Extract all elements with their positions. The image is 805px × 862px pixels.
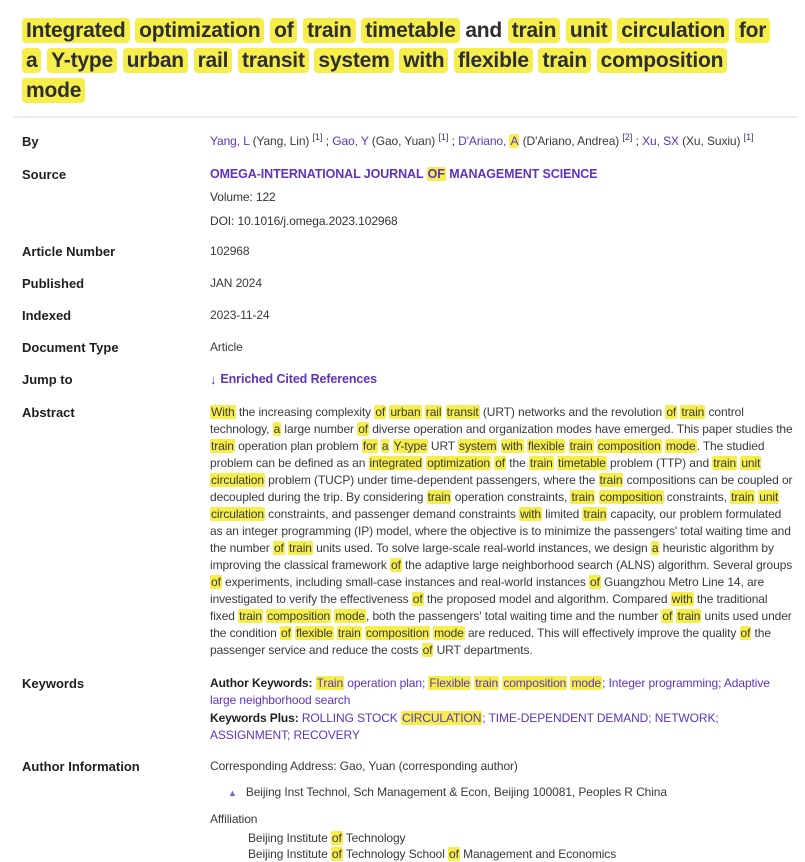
link-text[interactable]: OMEGA-INTERNATIONAL JOURNAL: [210, 167, 427, 181]
keywords-plus-line: [210, 710, 795, 744]
highlighted-text: train: [681, 405, 705, 419]
indexed-value: 2023-11-24: [210, 308, 270, 322]
link-text[interactable]: ;: [602, 676, 609, 690]
address-text: Beijing Inst Technol, Sch Management & Econ, Beijing 100081, Peoples R China: [245, 785, 667, 799]
source-value: [210, 166, 597, 230]
document-type-label: Document Type: [22, 340, 119, 355]
title-divider: [14, 116, 797, 118]
highlighted-text: mode: [434, 626, 464, 640]
highlighted-text: of: [331, 831, 342, 845]
text-segment: URT: [427, 439, 459, 453]
highlighted-text: of: [412, 592, 423, 606]
link-text[interactable]: composition: [503, 676, 567, 690]
text-segment: . The studied problem can be defined as an: [210, 439, 765, 470]
highlighted-text: of: [590, 575, 600, 589]
text-segment: Beijing Institute: [248, 846, 331, 861]
text-segment: compositions can be coupled or decoupled during the trip. By considering: [210, 473, 793, 504]
highlighted-text: of: [449, 846, 459, 861]
text-segment: diverse operation and organization modes have emerged. This paper studies the: [369, 422, 793, 436]
link-text[interactable]: CIRCULATION: [401, 711, 482, 725]
highlighted-text: timetable: [361, 18, 459, 43]
highlighted-text: rail: [425, 405, 442, 419]
text-segment: (D'Ariano, Andrea): [519, 134, 623, 148]
highlighted-text: Y-type: [393, 439, 427, 453]
article-number-label: Article Number: [22, 244, 116, 259]
highlighted-text: unit: [759, 490, 779, 504]
link-text[interactable]: ;: [287, 728, 294, 742]
link-text[interactable]: OF: [427, 167, 445, 181]
text-segment: (URT) networks and the revolution: [479, 405, 666, 419]
published-value: JAN 2024: [210, 276, 262, 290]
highlighted-text: optimization: [427, 456, 490, 470]
highlighted-text: train: [677, 609, 701, 623]
highlighted-text: train: [508, 18, 561, 43]
text-segment: limited: [542, 507, 583, 521]
text-segment: control technology,: [210, 405, 744, 436]
text-segment: Keywords Plus:: [210, 711, 302, 725]
corresponding-address-text: Corresponding Address: Gao, Yuan (corresponding author): [210, 759, 518, 773]
text-segment: operation constraints,: [451, 490, 571, 504]
text-segment: (Yang, Lin): [249, 134, 313, 148]
highlighted-text: transit: [446, 405, 479, 419]
field-row-document-type: [22, 339, 795, 356]
text-segment: Technology: [342, 831, 406, 845]
link-text[interactable]: Adaptive large neighborhood search: [210, 676, 770, 707]
highlighted-text: train: [288, 541, 312, 555]
link-text[interactable]: ;: [648, 711, 655, 725]
text-segment: Author Keywords:: [210, 676, 316, 690]
highlighted-text: urban: [123, 48, 188, 73]
author-keywords-line: [210, 675, 795, 709]
highlighted-text: of: [422, 643, 433, 657]
highlighted-text: a: [22, 48, 41, 73]
article-title: [22, 16, 790, 106]
highlighted-text: train: [538, 48, 591, 73]
link-text[interactable]: Xu, SX: [642, 134, 679, 148]
highlighted-text: urban: [390, 405, 421, 419]
link-text[interactable]: A: [510, 134, 519, 148]
text-segment: [1]: [743, 132, 754, 142]
down-arrow-icon: ↓: [210, 372, 217, 387]
highlighted-text: train: [337, 626, 361, 640]
text-segment: units used. To solve large-scale real-world instances, we design: [312, 541, 651, 555]
highlighted-text: for: [735, 18, 770, 43]
text-segment: the proposed model and algorithm. Compared: [423, 592, 671, 606]
text-segment: problem (TUCP) under time-dependent passengers, where the: [264, 473, 599, 487]
text-segment: Technology School: [342, 846, 449, 861]
highlighted-text: composition: [365, 626, 429, 640]
text-segment: Guangzhou Metro Line 14, are investigated to verify the effectiveness: [210, 575, 765, 606]
highlighted-text: of: [391, 558, 401, 572]
field-row-jump-to: [22, 371, 795, 389]
highlighted-text: of: [281, 626, 291, 640]
text-segment: [729, 19, 735, 42]
link-text[interactable]: ;: [482, 711, 489, 725]
field-row-source: [22, 166, 795, 230]
field-row-article-number: [22, 243, 795, 260]
link-text[interactable]: ;: [715, 711, 719, 725]
highlighted-text: integrated: [369, 456, 422, 470]
affiliation-label: Affiliation: [210, 812, 258, 826]
highlighted-text: mode: [335, 609, 365, 623]
highlighted-text: flexible: [296, 626, 333, 640]
highlighted-text: train: [731, 490, 755, 504]
highlighted-text: circulation: [211, 507, 264, 521]
address-row: [228, 784, 667, 801]
text-segment: (Xu, Suxiu): [678, 134, 744, 148]
highlighted-text: transit: [238, 48, 309, 73]
highlighted-text: train: [211, 439, 234, 453]
text-segment: ;: [448, 134, 459, 148]
link-text[interactable]: RECOVERY: [293, 728, 360, 742]
text-segment: [1]: [312, 132, 323, 142]
text-segment: the adaptive large neighborhood search (ALNS) algorithm. Several groups: [401, 558, 793, 572]
text-segment: [188, 49, 194, 72]
highlighted-text: of: [662, 609, 673, 623]
link-text[interactable]: ;: [421, 676, 429, 690]
highlighted-text: train: [303, 18, 356, 43]
link-text[interactable]: Yang, L: [210, 134, 250, 148]
by-label: By: [22, 134, 39, 149]
highlighted-text: of: [273, 541, 284, 555]
field-row-published: [22, 275, 795, 292]
highlighted-text: unit: [566, 18, 612, 43]
highlighted-text: composition: [599, 490, 663, 504]
highlighted-text: with: [501, 439, 523, 453]
link-text[interactable]: Gao, Y: [332, 134, 369, 148]
highlighted-text: flexible: [454, 48, 533, 73]
highlighted-text: with: [520, 507, 542, 521]
highlighted-text: of: [375, 405, 386, 419]
highlighted-text: train: [571, 490, 595, 504]
abstract-text: [210, 404, 795, 659]
doi-text: DOI: 10.1016/j.omega.2023.102968: [210, 214, 398, 228]
volume-text: Volume: 122: [210, 190, 276, 204]
published-label: Published: [22, 276, 85, 291]
text-segment: [117, 49, 123, 72]
highlighted-text: a: [651, 541, 659, 555]
highlighted-text: composition: [267, 609, 331, 623]
text-segment: [2]: [622, 132, 633, 142]
highlighted-text: train: [529, 456, 553, 470]
highlighted-text: a: [381, 439, 389, 453]
highlighted-text: circulation: [211, 473, 264, 487]
article-number-value: 102968: [210, 244, 250, 258]
text-segment: [1]: [438, 132, 449, 142]
link-text[interactable]: operation plan: [344, 676, 422, 690]
link-text[interactable]: MANAGEMENT SCIENCE: [445, 167, 598, 181]
highlighted-text: composition: [597, 48, 728, 73]
indexed-label: Indexed: [22, 308, 72, 323]
highlighted-text: train: [599, 473, 623, 487]
highlighted-text: train: [239, 609, 262, 623]
link-text[interactable]: ROLLING STOCK: [301, 711, 401, 725]
link-text[interactable]: Train: [316, 676, 344, 690]
text-segment: problem (TTP) and: [606, 456, 713, 470]
link-text[interactable]: Integer programming: [608, 676, 719, 690]
text-segment: the traditional fixed: [210, 592, 768, 623]
highlighted-text: of: [331, 846, 342, 861]
link-text[interactable]: mode: [571, 676, 602, 690]
link-text[interactable]: NETWORK: [654, 711, 716, 725]
highlighted-text: a: [273, 422, 281, 436]
affiliation-entry: [248, 847, 667, 862]
text-segment: operation plan problem: [234, 439, 362, 453]
text-segment: Beijing Institute: [248, 831, 331, 845]
highlighted-text: composition: [597, 439, 661, 453]
field-row-author-information: [22, 758, 795, 862]
highlighted-text: rail: [194, 48, 233, 73]
highlighted-text: circulation: [617, 18, 729, 43]
highlighted-text: of: [495, 456, 506, 470]
link-text[interactable]: TIME-DEPENDENT DEMAND: [488, 711, 649, 725]
highlighted-text: system: [314, 48, 393, 73]
text-segment: the: [506, 456, 529, 470]
text-segment: Management and Economics: [459, 846, 617, 861]
text-segment: units used under the condition: [210, 609, 792, 640]
author-information-label: Author Information: [22, 759, 140, 774]
text-segment: ;: [322, 134, 333, 148]
text-segment: and: [459, 19, 508, 42]
highlighted-text: Integrated: [22, 18, 130, 43]
highlighted-text: Y-type: [47, 48, 117, 73]
jump-link-text: Enriched Cited References: [220, 372, 377, 386]
jump-to-label: Jump to: [22, 372, 73, 387]
highlighted-text: system: [459, 439, 497, 453]
affiliation-entry: [248, 831, 667, 846]
text-segment: the increasing complexity: [235, 405, 375, 419]
highlighted-text: train: [583, 507, 607, 521]
highlighted-text: mode: [665, 439, 696, 453]
link-text[interactable]: ASSIGNMENT: [210, 728, 288, 742]
text-segment: (Gao, Yuan): [368, 134, 439, 148]
text-segment: the passenger service and reduce the costs: [210, 626, 771, 657]
highlighted-text: with: [671, 592, 693, 606]
text-segment: [560, 19, 566, 42]
text-segment: ;: [632, 134, 643, 148]
field-row-by: [22, 133, 795, 151]
highlighted-text: of: [270, 18, 297, 43]
highlighted-text: of: [211, 575, 221, 589]
keywords-label: Keywords: [22, 676, 85, 691]
text-segment: , both the passengers' total waiting time and the number: [365, 609, 662, 623]
text-segment: heuristic algorithm by improving the classical framework: [210, 541, 774, 572]
highlighted-text: of: [740, 626, 751, 640]
text-segment: URT departments.: [433, 643, 533, 657]
highlighted-text: of: [666, 405, 677, 419]
link-text[interactable]: Flexible: [429, 676, 470, 690]
text-segment: constraints, and passenger demand constraints: [264, 507, 520, 521]
abstract-label: Abstract: [22, 405, 75, 420]
highlighted-text: timetable: [558, 456, 606, 470]
highlighted-text: with: [399, 48, 448, 73]
field-row-abstract: [22, 404, 795, 659]
highlighted-text: optimization: [135, 18, 264, 43]
source-label: Source: [22, 167, 67, 182]
link-text[interactable]: D'Ariano,: [458, 134, 510, 148]
text-segment: experiments, including small-case instances and real-world instances: [221, 575, 589, 589]
highlighted-text: for: [362, 439, 377, 453]
journal-title-link[interactable]: [210, 166, 597, 182]
highlighted-text: unit: [741, 456, 761, 470]
text-segment: [591, 49, 597, 72]
enriched-cited-references-link[interactable]: [210, 371, 377, 388]
collapse-triangle-icon[interactable]: ▲: [228, 787, 237, 798]
highlighted-text: mode: [22, 78, 85, 103]
field-row-indexed: [22, 307, 795, 324]
highlighted-text: train: [427, 490, 451, 504]
text-segment: capacity, our problem formulated as an integer programming (IP) model, where the objective is to minimize the passengers' total waiting time and the number: [210, 507, 791, 555]
authors-list: [210, 133, 754, 151]
highlighted-text: train: [713, 456, 737, 470]
text-segment: constraints,: [663, 490, 731, 504]
document-type-value: Article: [210, 340, 243, 354]
highlighted-text: flexible: [527, 439, 565, 453]
link-text[interactable]: ;: [718, 676, 724, 690]
highlighted-text: train: [569, 439, 593, 453]
text-segment: are reduced. This will effectively improve the quality: [464, 626, 740, 640]
highlighted-text: With: [211, 405, 235, 419]
highlighted-text: of: [358, 422, 368, 436]
text-segment: large number: [281, 422, 358, 436]
link-text[interactable]: train: [475, 676, 499, 690]
field-row-keywords: [22, 675, 795, 744]
